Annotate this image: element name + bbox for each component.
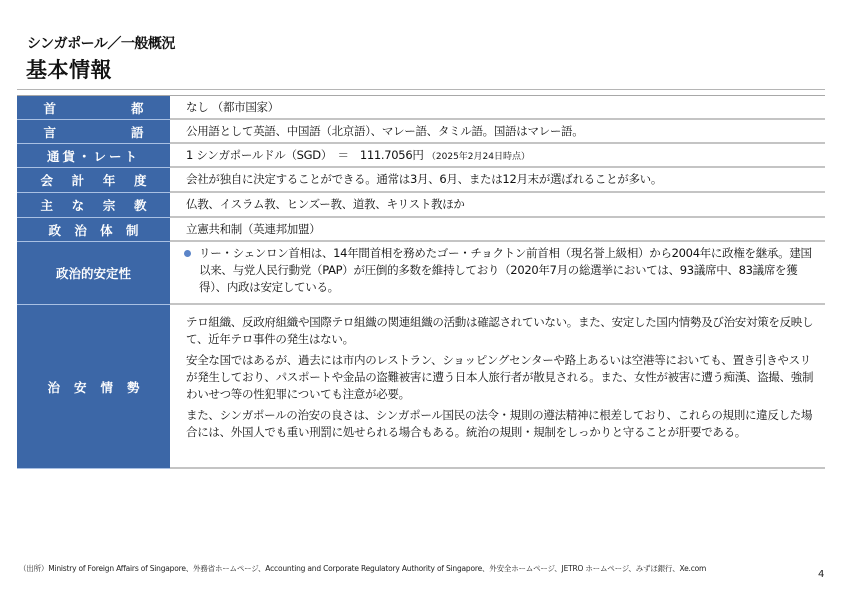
table-row-capital: [17, 96, 825, 120]
row-value-capital: なし （都市国家）: [186, 100, 279, 114]
security-paragraph: テロ組織、反政府組織や国際テロ組織の関連組織の活動は確認されていない。また、安定した国内情勢及び治安対策を反映して、近年テロ事件の発生はない。: [186, 315, 814, 346]
basic-info-table: [17, 95, 825, 469]
row-label-capital: 首 都: [17, 96, 170, 120]
table-row-security: [17, 305, 825, 469]
page-number: 4: [818, 569, 825, 580]
row-label-fiscal-year: 会 計 年 度: [17, 168, 170, 193]
row-value-political-system: 立憲共和制（英連邦加盟）: [186, 222, 321, 236]
title-divider: [17, 89, 825, 90]
bullet-icon: [184, 250, 191, 257]
table-row-fiscal-year: [17, 168, 825, 193]
row-value-religion: 仏教、イスラム教、ヒンズー教、道教、キリスト教ほか: [186, 197, 465, 211]
security-paragraph: また、シンガポールの治安の良さは、シンガポール国民の法令・規則の遵法精神に根差しており、これらの規則に違反した場合には、外国人でも重い刑罰に処せられる場合もある。統治の規則・規制をしっかりと守ることが肝要である。: [186, 408, 813, 439]
row-value-language: 公用語として英語、中国語（北京語）、マレー語、タミル語。国語はマレー語。: [186, 124, 584, 138]
row-label-currency: 通貨・レート: [17, 144, 170, 168]
source-note: （出所）Ministry of Foreign Affairs of Singapore、外務省ホームページ、Accounting and Corporate Regulatory Authority of Singapore、外安全ホームページ、JETRO ホームページ、みずほ銀行、Xe.com: [19, 564, 707, 573]
row-label-language: 言 語: [17, 120, 170, 144]
security-paragraph: 安全な国ではあるが、過去には市内のレストラン、ショッピングセンターや路上あるいは空港等においても、置き引きやスリが発生しており、パスポートや金品の盗難被害に遭う日本人旅行者が散見される。また、女性が被害に遭う痴漢、盗撮、強制わいせつ等の性犯罪についても注意が必要。: [186, 353, 814, 401]
row-label-security: 治 安 情 勢: [17, 305, 170, 469]
table-row-political-stability: [17, 242, 825, 305]
political-stability-text: リー・シェンロン首相は、14年間首相を務めたゴー・チョクトン前首相（現名誉上級相）から2004年に政権を継承。建国以来、与党人民行動党（PAP）が圧倒的多数を維持しており（2020年7月の総選挙においては、93議席中、83議席を獲得）、内政は安定している。: [199, 246, 812, 294]
table-row-religion: [17, 193, 825, 218]
row-label-political-stability: 政治的安定性: [17, 242, 170, 305]
row-value-fiscal-year: 会社が独自に決定することができる。通常は3月、6月、または12月末が選ばれることが多い。: [186, 172, 663, 186]
row-value-currency: [170, 144, 825, 166]
page-subtitle: シンガポール／一般概況: [27, 36, 175, 52]
row-value-political-stability: [170, 242, 825, 303]
page-title: 基本情報: [26, 58, 112, 82]
exchange-rate: 1 シンガポールドル（SGD） ＝ 111.7056円: [186, 148, 424, 162]
rate-date-note: （2025年2月24日時点）: [426, 152, 530, 162]
table-row-currency: [17, 144, 825, 168]
table-row-political-system: [17, 218, 825, 242]
row-label-political-system: 政 治 体 制: [17, 218, 170, 242]
table-row-language: [17, 120, 825, 144]
row-value-security: [170, 305, 825, 467]
row-label-religion: 主 な 宗 教: [17, 193, 170, 218]
